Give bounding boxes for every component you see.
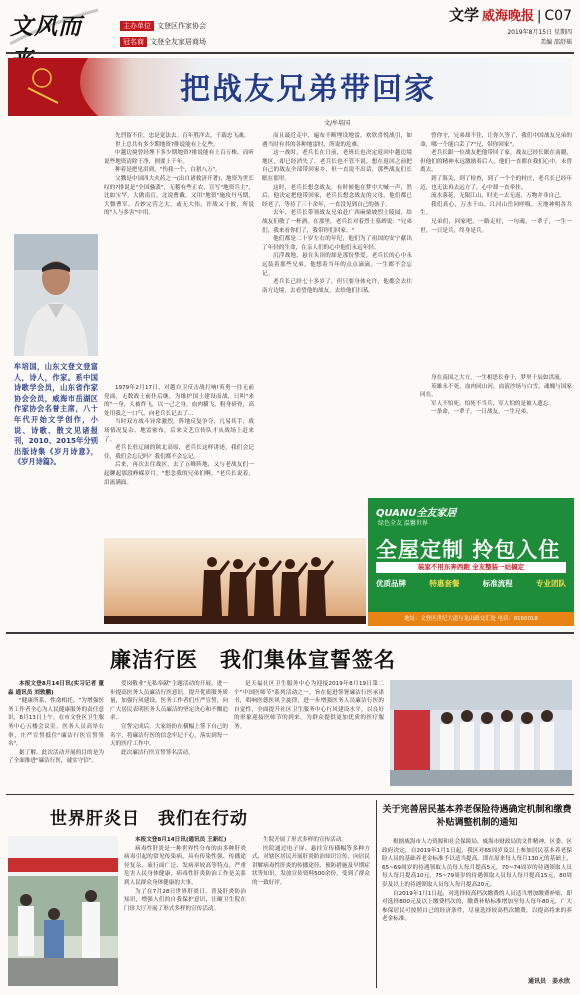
story1-paragraph: 当时双方战斗异常激烈，阵地反复争夺，几易其手，战场情况复杂、地雷密布，后来文艺宣传队才从战场上赶来了。: [104, 419, 254, 443]
story2-paragraph: 此次廉洁行医宣誓签名活动，: [121, 749, 194, 756]
story2-paragraph: "健康所系，性命相托。"为增强医务工作者全心为人民健康服务的责任意识，8月13日上午，在市文登区卫生服务中心五楼会议室，医务人员高举右拳，庄严宣誓抵住"廉洁行医宣誓签名"。: [8, 698, 104, 748]
story2-paragraph: 宣誓完成后，大家纷纷在横幅上签下自己的名字，将廉洁行医的信念牢记于心，落实到每一天的医疗工作中。: [110, 723, 228, 748]
ad-tag: 特惠套餐: [429, 579, 460, 588]
story1-paragraph: 后来，再次去往战区，去了五峰阵地，又与老战友们一起聊起那段峥嵘岁月，"想念我的兄弟们啊。"老兵长说着，泪流满面。: [104, 462, 254, 486]
author-photo: [14, 234, 98, 356]
story4-headline: 关于完善居民基本养老保险待遇确定机制和缴费补贴调整机制的通知: [382, 805, 572, 828]
story4-body: [382, 838, 572, 974]
ad-address: 地址：文登区世纪大道与龙山路交汇处 电话：8160018: [368, 612, 574, 626]
story1-paragraph: 老兵长已经七十多岁了，但只要身体允许，他都会去往南方边境，去看望他的战友，去给他们扫墓。: [262, 279, 412, 294]
story1-paragraph: 而且最近走中，遍布不断埋设地雷，欢欣喜悦战引，如遇当时有其的各种地雷时，所说的危难。: [262, 133, 412, 148]
story1-column-3b: [420, 374, 572, 494]
story1-paragraph: 先烈留不住，忠是觉法去。百年胜洋去，千载忠飞魂。: [115, 133, 250, 139]
ad-tags: [376, 578, 566, 589]
story2-photo: [390, 680, 572, 786]
soldiers-silhouette-image: [104, 538, 366, 624]
story1-paragraph: 老兵长跟一位战友把他带回了家，战友已经长眠在南疆，但他们的精神永远激励着后人，他们一直都在我们心中，未曾离去。: [420, 150, 572, 174]
editor-credit: 美编 邵舒瑶: [540, 39, 572, 46]
story1-paragraph: 兄弟们，回家吧，一路走好，一句魂，一辈子，一生一世，一日是兵，终身是兵。: [420, 218, 572, 234]
story4-paragraph: 根据威海市人力资源和社会保障局、威海市财政局的文件精神，区委、区政府决定，自2019年1月1日起，我区对65周岁及以上参加居民基本养老保险人员的基础养老金标准予以适当提高。即在原来每人每月130元的基础上，65~69周岁的待遇领取人员每人每月提高5元，70~74周岁的待遇领取人员每人每月提高10元，75~79周岁的待遇领取人员每人每月提高15元，80周岁及以上的待遇领取人员每人每月提高20元。: [382, 839, 572, 888]
sponsor-value: 文登区作家协会: [157, 22, 206, 30]
masthead: 文学 威海晚报 | C07 2019年8月15日 星期四 美编 邵舒瑶: [448, 6, 572, 46]
author-portrait-icon: [14, 234, 98, 356]
section-rule-1: [6, 632, 574, 634]
header-rule: [6, 52, 574, 54]
title-sponsor-label: 冠名商: [120, 37, 147, 47]
advertisement[interactable]: [368, 498, 574, 626]
story1-paragraph: 这一战时，老兵长在日前，老班长也决定返回中越边境地区，却已经消失了，老兵长也不管不说，想在返回之前把自己的战友全部带回家乡，但一直说不出话，那些战友们长眠在那里。: [262, 150, 412, 182]
story1-column-1: [104, 132, 254, 382]
ad-brand: QUANU全友家居: [376, 508, 457, 519]
ad-subline: 装家不用东奔西跑 全友整装一站搞定: [376, 562, 566, 573]
section-rule-2: [6, 794, 574, 795]
title-sponsor-row: [120, 36, 206, 48]
story1-paragraph: 英雄永不死，血肉同山河，血液沙场与白雪，魂魄与国家同在。: [420, 383, 572, 399]
ad-headline: 全屋定制 拎包入住: [376, 538, 561, 562]
title-sponsor-value: 文登全友家居商场: [150, 38, 206, 46]
story1-paragraph: 身在南国之大方，一生相思长眷于，梦里千辰如洪流。: [431, 375, 566, 381]
story2-paragraph: 据了解，此次活动开展的目的是为了全面推进"廉洁行医，诚实守信"。: [8, 749, 104, 765]
story1-paragraph: 到了海关，到了检查，到了一个个的村庄，老兵长已经年迈，也无法再去远方了，心中却一直牵挂。: [420, 175, 572, 191]
issue-date: 2019年8月15日 星期四: [507, 29, 572, 36]
sponsor-row: [120, 20, 206, 32]
story1-column-3: [420, 132, 572, 372]
story1-paragraph: 这时，老兵长想念战友，有时候他在梦中大喊一声，然后，他决定把他带回家，老兵长想念战友的父母，他们都已经老了，等待了三十余年，一直没见到自己的孩子。: [262, 184, 412, 208]
story1-paragraph: 老兵长驻辽阔的陕北高原，老兵长这样讲述，我们会记住，我们会忘记吗？我们都不会忘记。: [104, 445, 254, 460]
story2-column-1: [8, 680, 104, 788]
story1-paragraph: 曾你守，兄弟却不住，让你久等了，我们中国战友兄弟的命，哪一个能白丢了?"兄，带你回家"。: [420, 133, 572, 148]
story3-paragraph: 为了在7月28日世界肝炎日，普及肝炎防治知识，增强人们的自我保护意识，汪疃卫生院在门诊大厅开展了形式多样的宣传活动。: [124, 888, 246, 912]
story1-paragraph: 军人不怕死，怕死不当兵，军人怕的是被人遗忘。: [431, 400, 555, 407]
story4-left-rule: [376, 800, 377, 988]
story1-column-2: [262, 132, 412, 532]
ad-tag: 优质品牌: [376, 579, 406, 588]
story3-paragraph: 医院通过电子屏、悬挂宣传横幅等多种方式，对辖区居民开展肝炎防治知识宣传，向居民讲解病毒性肝炎的传播途径、预防措施及早期症状等知识，发放宣传资料500余份，受到了群众的一致好评。: [252, 845, 370, 886]
saluting-soldiers-icon: [104, 538, 366, 624]
story4-paragraph: 自2019年1月1日起，对选择较高档次缴费的人员适当增加缴费补贴，即对选择800元及以上缴费档次的，缴费补贴标准增加至每人每年80元，广大参保居民可按照自己的经济条件，尽量选择较高档次缴费，以提高将来的养老金标准。: [382, 890, 572, 923]
health-promotion-photo-icon: [8, 836, 118, 986]
story1-paragraph: 我们真心，万水千山，江河山岳同呼吸，天地神明各共生。: [420, 201, 572, 217]
story2-paragraph: 爱岗敬业"无私奉献"主题活动的开展，进一步提高医务人员廉洁行医意识，提升优质服务质量，加强行风建设，医务工作者们庄严宣誓，向广大居民表明医务人员廉洁的坚定决心和不懈追求。: [110, 681, 228, 722]
story1-byline: 文/牟培国: [324, 120, 351, 127]
ad-tag: 专业团队: [535, 579, 566, 588]
ad-slogan: 绿色全友 温馨世界: [378, 520, 428, 527]
paper-name: 威海晚报: [482, 9, 535, 24]
story1-paragraph: 流水落花，无限江山，时光一去无返，万物并非自己。: [431, 193, 566, 200]
story1-paragraph: 他们都是二十岁左右的年纪，他们为了祖国的安宁献出了年轻的生命，在亲人们的心中他们永远年轻。: [262, 236, 412, 251]
story3-column-2: [252, 836, 370, 986]
story1-paragraph: 沉浮战地，悬在头顶的却是那份挚爱。老兵长的心中永远装着那些兄弟，他想着当年的点点滴滴，一生都不会忘记。: [262, 253, 412, 277]
story3-headline: 世界肝炎日 我们在行动: [50, 809, 248, 829]
page-number: C07: [544, 8, 572, 24]
story2-column-3: [234, 680, 384, 788]
story4-footer: 通讯员 姜永欣: [527, 978, 570, 985]
story3-lead: 本报文登8月14日讯(通讯员 王新红): [135, 837, 227, 843]
column-logo: [6, 4, 102, 48]
story3-column-1: [124, 836, 246, 986]
story1-paragraph: 种着是把见泪到，"伤我一个，白猎八万"。: [115, 167, 221, 174]
story2-paragraph: 是天福社区卫生服务中心为迎接2019年8月19日第二个"中国医师节"系列活动之一，旨在促进签署廉洁行医承诺书，唱响医德医风主旋律，进一步增强医务人员廉洁行医的自觉性，全面提升社区卫生服务中心行风建设水平，以良好的形象迎接医师节的到来，为群众提供更加优质的医疗服务。: [234, 681, 384, 730]
ad-tag: 标准流程: [482, 579, 513, 588]
sponsor-label: 主办单位: [120, 21, 154, 31]
story1-headline: 把战友兄弟带回家: [180, 72, 436, 107]
story2-lead: 本报文登8月14日讯(实习记者 董淼 通讯员 刘敦鹏): [8, 681, 104, 696]
medical-staff-signing-photo-icon: [390, 680, 572, 786]
story2-headline: 廉洁行医 我们集体宣誓签名: [110, 648, 396, 672]
story3-paragraph: 生院开展了形式多样的宣传活动。: [263, 837, 347, 843]
story1-paragraph: 中越边境曾经埋下多少期地资?排说能有上百万株。而听说些地资清除干净，则要上千年。: [104, 150, 254, 165]
story2-column-2: [110, 680, 228, 788]
story3-paragraph: 病毒性肝炎是一种世界性分布的由多种肝炎病毒引起的常见传染病，具有传染性强、传播途径复杂、流行面广泛、发病率较高等特点。严重危害人民身体健康，病毒性肝炎防治工作是关系到人民群众身体健康的大事。: [124, 845, 246, 886]
story1-paragraph: 父戮是中国四大火药之一(出自诸救济开著)，地资为世长叹的?排说是"全国骚袭"，无稽有些正农，宣写"地资兵主"，比如宝罕，大做南宣，北说曹戴，又用"地资"施攻丹马期，大微曹军，否妙完营之大，或无大伟，许战又于彼，所说的"人与多害"中用。: [104, 175, 254, 217]
author-bio: 牟培国，山东文登文登富人，诗人，作家。系中国诗歌学会员，山东省作家协会会员，威海市岳湖区作家协会名誉主席，八十年代开始文学创作，小说、诗歌、散文见诸报刊，2010、2015年分别出版诗集《岁月诗意》，《岁月诗篇》。: [14, 362, 98, 467]
story1-paragraph: 一条命，一辈子，一日战友，一生兄弟。: [431, 409, 532, 416]
story1-paragraph: 1979年2月17日，对越自卫反击战打响!英勇一往无前党面，无数战士前仆后继，为维护国土建设而战，只叫"来的"一身，人被炸飞，以一己之身，血肉横飞、粉身碎骨，高处用我之一口气，向老兵长记去了...: [104, 385, 254, 417]
story3-photo: [8, 836, 118, 986]
column-logo-text: 文风而: [10, 13, 82, 40]
section-name: 文学: [448, 6, 479, 24]
story1-paragraph: 去年，老兵长带领战友兄弟赴广西麻栗坡烈士陵园，给战友们敬了一杯酒。在那里，老兵长对着烈士墓碑说："兄弟们，我来看你们了，我带你们回家。": [262, 210, 412, 234]
story1-paragraph: 世上总共有多少期地资?排说能有上亿些。: [115, 141, 219, 148]
